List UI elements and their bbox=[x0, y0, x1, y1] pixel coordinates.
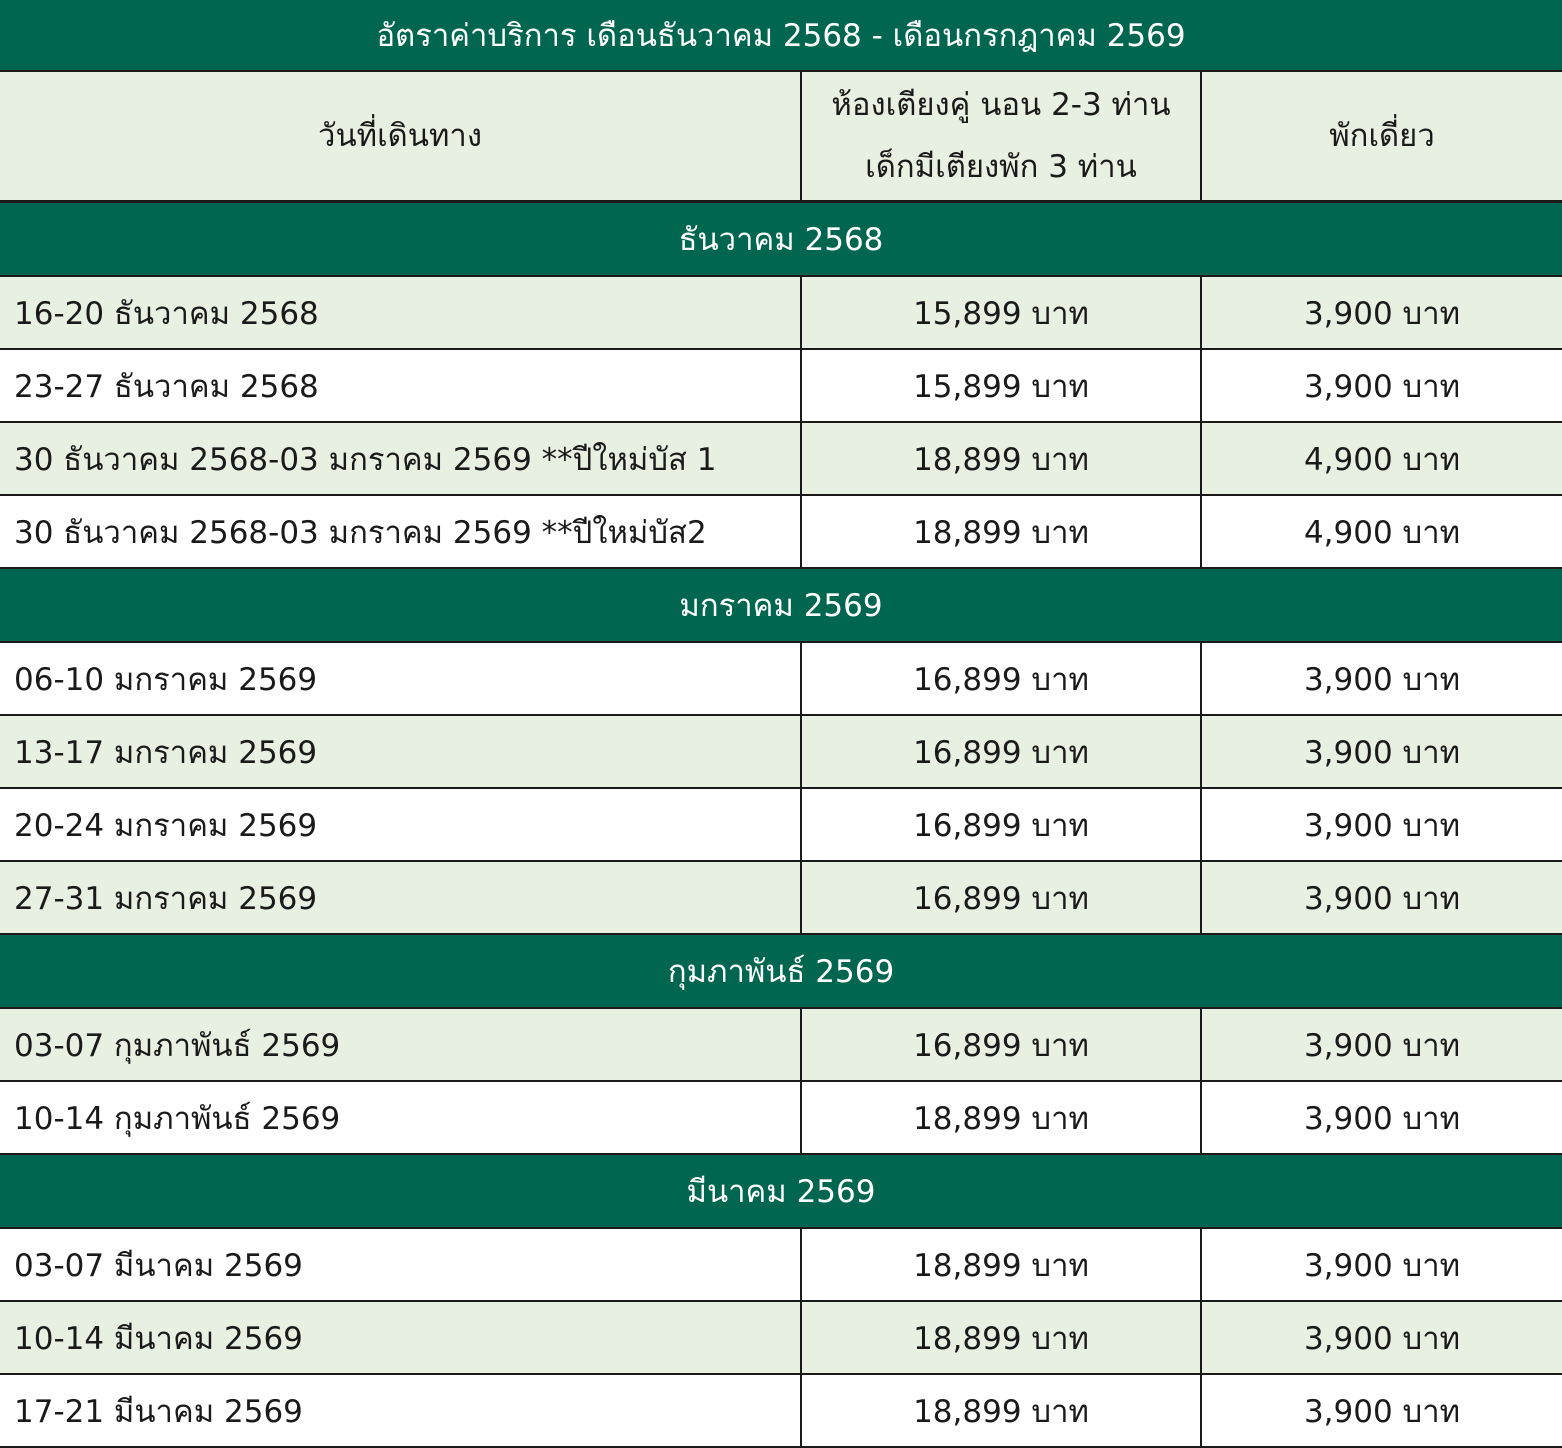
month-header bbox=[0, 202, 1562, 277]
double-room-price: 16,899 บาท bbox=[801, 642, 1201, 715]
table-row bbox=[0, 861, 1562, 934]
header-double-line1: ห้องเตียงคู่ นอน 2-3 ท่าน bbox=[831, 87, 1171, 123]
single-supplement: 4,900 บาท bbox=[1201, 495, 1562, 568]
table-row bbox=[0, 1228, 1562, 1301]
table-row bbox=[0, 715, 1562, 788]
travel-date: 17-21 มีนาคม 2569 bbox=[0, 1374, 801, 1447]
title-row bbox=[0, 0, 1562, 71]
double-room-price: 18,899 บาท bbox=[801, 1374, 1201, 1447]
month-label: ธันวาคม 2568 bbox=[0, 202, 1562, 277]
travel-date: 03-07 มีนาคม 2569 bbox=[0, 1228, 801, 1301]
single-supplement: 3,900 บาท bbox=[1201, 1301, 1562, 1374]
month-label: กุมภาพันธ์ 2569 bbox=[0, 934, 1562, 1008]
header-double-room bbox=[801, 71, 1201, 202]
travel-date: 30 ธันวาคม 2568-03 มกราคม 2569 **ปีใหม่บัส2 bbox=[0, 495, 801, 568]
single-supplement: 3,900 บาท bbox=[1201, 1081, 1562, 1154]
table-row bbox=[0, 642, 1562, 715]
single-supplement: 3,900 บาท bbox=[1201, 861, 1562, 934]
single-supplement: 3,900 บาท bbox=[1201, 1228, 1562, 1301]
header-double-line2: เด็กมีเตียงพัก 3 ท่าน bbox=[865, 149, 1137, 185]
single-supplement: 3,900 บาท bbox=[1201, 349, 1562, 422]
table-row bbox=[0, 1081, 1562, 1154]
travel-date: 20-24 มกราคม 2569 bbox=[0, 788, 801, 861]
table-title: อัตราค่าบริการ เดือนธันวาคม 2568 - เดือนกรกฎาคม 2569 bbox=[0, 0, 1562, 71]
single-supplement: 3,900 บาท bbox=[1201, 276, 1562, 349]
travel-date: 10-14 มีนาคม 2569 bbox=[0, 1301, 801, 1374]
table-row bbox=[0, 1374, 1562, 1447]
double-room-price: 18,899 บาท bbox=[801, 1301, 1201, 1374]
travel-date: 06-10 มกราคม 2569 bbox=[0, 642, 801, 715]
single-supplement: 3,900 บาท bbox=[1201, 1008, 1562, 1081]
header-row bbox=[0, 71, 1562, 202]
travel-date: 13-17 มกราคม 2569 bbox=[0, 715, 801, 788]
single-supplement: 3,900 บาท bbox=[1201, 715, 1562, 788]
travel-date: 27-31 มกราคม 2569 bbox=[0, 861, 801, 934]
single-supplement: 4,900 บาท bbox=[1201, 422, 1562, 495]
month-header bbox=[0, 1154, 1562, 1228]
double-room-price: 18,899 บาท bbox=[801, 1081, 1201, 1154]
travel-date: 10-14 กุมภาพันธ์ 2569 bbox=[0, 1081, 801, 1154]
month-label: มีนาคม 2569 bbox=[0, 1154, 1562, 1228]
travel-date: 23-27 ธันวาคม 2568 bbox=[0, 349, 801, 422]
table-row bbox=[0, 422, 1562, 495]
table-row bbox=[0, 349, 1562, 422]
double-room-price: 16,899 บาท bbox=[801, 715, 1201, 788]
double-room-price: 15,899 บาท bbox=[801, 276, 1201, 349]
double-room-price: 16,899 บาท bbox=[801, 861, 1201, 934]
table-row bbox=[0, 1008, 1562, 1081]
table-row bbox=[0, 788, 1562, 861]
travel-date: 16-20 ธันวาคม 2568 bbox=[0, 276, 801, 349]
double-room-price: 16,899 บาท bbox=[801, 788, 1201, 861]
header-date: วันที่เดินทาง bbox=[0, 71, 801, 202]
travel-date: 30 ธันวาคม 2568-03 มกราคม 2569 **ปีใหม่บัส 1 bbox=[0, 422, 801, 495]
table-row bbox=[0, 276, 1562, 349]
double-room-price: 16,899 บาท bbox=[801, 1008, 1201, 1081]
single-supplement: 3,900 บาท bbox=[1201, 788, 1562, 861]
month-header bbox=[0, 934, 1562, 1008]
month-header bbox=[0, 568, 1562, 642]
double-room-price: 18,899 บาท bbox=[801, 422, 1201, 495]
double-room-price: 18,899 บาท bbox=[801, 495, 1201, 568]
table-row bbox=[0, 1301, 1562, 1374]
header-single: พักเดี่ยว bbox=[1201, 71, 1562, 202]
table-row bbox=[0, 495, 1562, 568]
travel-date: 03-07 กุมภาพันธ์ 2569 bbox=[0, 1008, 801, 1081]
single-supplement: 3,900 บาท bbox=[1201, 1374, 1562, 1447]
single-supplement: 3,900 บาท bbox=[1201, 642, 1562, 715]
month-label: มกราคม 2569 bbox=[0, 568, 1562, 642]
double-room-price: 18,899 บาท bbox=[801, 1228, 1201, 1301]
double-room-price: 15,899 บาท bbox=[801, 349, 1201, 422]
